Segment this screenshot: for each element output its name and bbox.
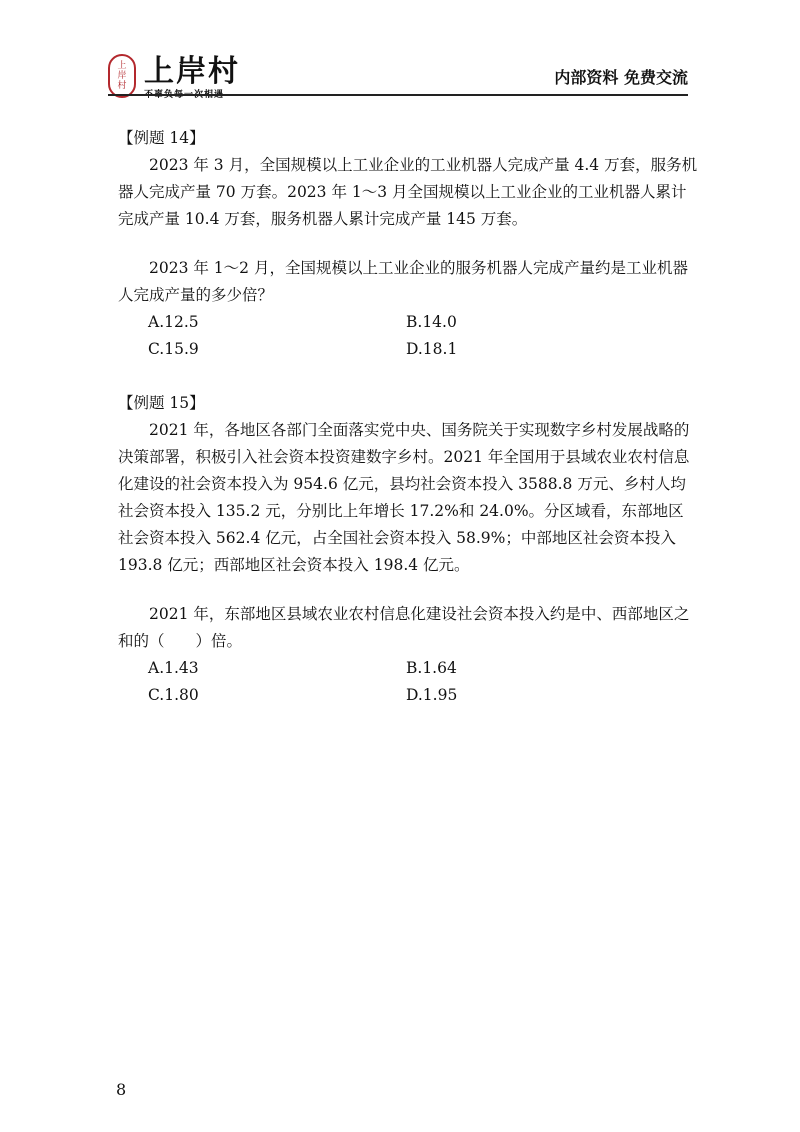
example-block [118, 124, 698, 363]
logo-slogan: 不辜负每一次相遇 [144, 90, 225, 100]
example-question: 2021 年，东部地区县域农业农村信息化建设社会资本投入约是中、西部地区之和的（ ）倍。 [118, 605, 690, 650]
answer-options [118, 309, 698, 363]
example-block [118, 389, 698, 709]
option-c: C.1.80 [148, 686, 199, 704]
header-divider [108, 94, 688, 96]
example-title: 【例题 15】 [118, 394, 205, 412]
option-b: B.14.0 [406, 313, 457, 331]
logo-seal [108, 54, 136, 98]
option-d: D.18.1 [406, 340, 458, 358]
option-b: B.1.64 [406, 659, 457, 677]
logo-seal-char: 上 [117, 61, 127, 71]
logo-seal-char: 村 [117, 81, 127, 91]
example-question: 2023 年 1～2 月，全国规模以上工业企业的服务机器人完成产量约是工业机器人完成产量的多少倍？ [118, 259, 688, 304]
header-right-text: 内部资料 免费交流 [554, 68, 688, 87]
option-c: C.15.9 [148, 340, 199, 358]
logo-seal-char: 岸 [117, 71, 127, 81]
logo-name: 上岸村 [144, 54, 240, 89]
option-a: A.1.43 [148, 659, 199, 677]
option-a: A.12.5 [148, 313, 199, 331]
spacer [118, 579, 698, 601]
document-body [118, 124, 698, 709]
example-title: 【例题 14】 [118, 129, 205, 147]
option-d: D.1.95 [406, 686, 458, 704]
example-material: 2021 年，各地区各部门全面落实党中央、国务院关于实现数字乡村发展战略的决策部署，积极引入社会资本投资建数字乡村。2021 年全国用于县域农业农村信息化建设的社会资本投入为 954.6 亿元，县均社会资本投入 3588.8 万元、乡村人均社会资本投入 135.2 元，分别比上年增长 17.2%和 24.0%。分区域看，东部地区社会资本投入 562.4 亿元，占全国社会资本投入 58.9%；中部地区社会资本投入 193.8 亿元；西部地区社会资本投入 198.4 亿元。 [118, 421, 690, 574]
page-number: 8 [116, 1080, 127, 1099]
spacer [118, 233, 698, 255]
example-material: 2023 年 3 月，全国规模以上工业企业的工业机器人完成产量 4.4 万套，服务机器人完成产量 70 万套。2023 年 1～3 月全国规模以上工业企业的工业机器人累计完成产量 10.4 万套，服务机器人累计完成产量 145 万套。 [118, 156, 698, 228]
spacer [118, 363, 698, 389]
answer-options [118, 655, 698, 709]
